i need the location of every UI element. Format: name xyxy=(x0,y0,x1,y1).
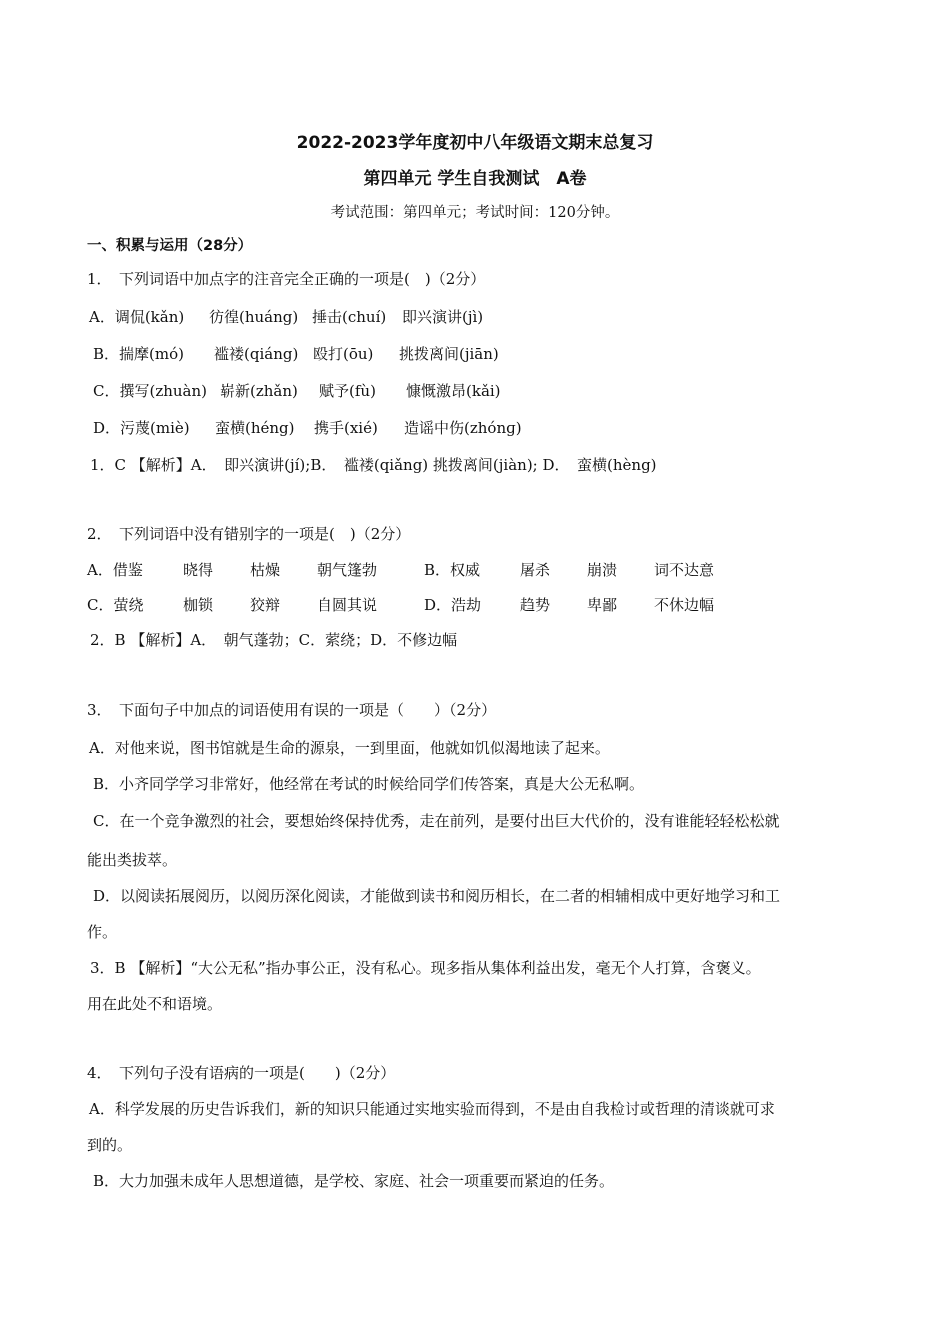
option-term: 即兴演讲(jì) xyxy=(402,308,484,326)
question-2-stem: 2． 下列词语中没有错别字的一项是( )（2分） xyxy=(87,525,411,543)
section-heading: 一、积累与运用（28分） xyxy=(87,238,253,254)
question-3-answer-cont: 用在此处不和语境。 xyxy=(87,995,223,1013)
question-1-stem: 1． 下列词语中加点字的注音完全正确的一项是( )（2分） xyxy=(87,270,486,288)
option-term: 造谣中伤(zhónɡ) xyxy=(404,419,522,437)
option-term: 朝气篷勃 xyxy=(317,561,378,579)
option-term: 殴打(ōu) xyxy=(313,345,374,363)
option-term: 枯燥 xyxy=(250,561,281,579)
question-3-option-c: C．在一个竞争激烈的社会，要想始终保持优秀，走在前列，是要付出巨大代价的，没有谁能轻轻松松就 xyxy=(93,812,780,830)
option-term: 慷慨激昂(kǎi) xyxy=(406,382,501,400)
question-1-answer: 1．C 【解析】A． 即兴演讲(jí);B． 褴褛(qiǎng) 挑拨离间(jiàn); D． 蛮横(hèng) xyxy=(90,456,657,474)
question-3-option-a: A．对他来说，图书馆就是生命的源泉，一到里面，他就如饥似渴地读了起来。 xyxy=(89,739,610,757)
option-term: C．撰写(zhuàn) xyxy=(93,382,208,400)
question-3-option-b: B．小齐同学学习非常好，他经常在考试的时候给同学们传答案，真是大公无私啊。 xyxy=(93,775,645,793)
option-term: 狡辩 xyxy=(250,596,281,614)
option-term: A．调侃(kǎn) xyxy=(89,308,185,326)
question-4-option-a-cont: 到的。 xyxy=(87,1136,133,1154)
option-term: 挑拨离间(jiān) xyxy=(399,345,499,363)
question-4-option-b: B．大力加强未成年人思想道德，是学校、家庭、社会一项重要而紧迫的任务。 xyxy=(93,1172,615,1190)
option-term: 捶击(chuí) xyxy=(312,308,387,326)
option-term: D．浩劫 xyxy=(424,596,482,614)
option-term: 蛮横(héng) xyxy=(215,419,295,437)
option-term: 屠杀 xyxy=(520,561,551,579)
question-3-stem: 3． 下面句子中加点的词语使用有误的一项是（ ）（2分） xyxy=(87,701,497,719)
question-3-option-c-cont: 能出类拔萃。 xyxy=(87,851,178,869)
option-term: 赋予(fù) xyxy=(319,382,376,400)
option-term: 晓得 xyxy=(183,561,214,579)
document-subtitle: 第四单元 学生自我测试 A卷 xyxy=(363,169,587,189)
question-4-option-a: A．科学发展的历史告诉我们，新的知识只能通过实地实验而得到，不是由自我检讨或哲理的清谈就可求 xyxy=(89,1100,775,1118)
option-term: 不休边幅 xyxy=(654,596,715,614)
question-4-stem: 4． 下列句子没有语病的一项是( )（2分） xyxy=(87,1064,396,1082)
option-term: A．借鉴 xyxy=(87,561,143,579)
option-term: 趋势 xyxy=(520,596,551,614)
question-2-answer: 2．B 【解析】A． 朝气蓬勃；C．萦绕；D．不修边幅 xyxy=(90,631,458,649)
question-3-option-d-cont: 作。 xyxy=(87,923,118,941)
option-term: 携手(xié) xyxy=(314,419,378,437)
exam-scope: 考试范围：第四单元；考试时间：120分钟。 xyxy=(330,205,620,221)
option-term: 枷锁 xyxy=(183,596,214,614)
option-term: 卑鄙 xyxy=(587,596,618,614)
question-3-answer: 3．B 【解析】“大公无私”指办事公正，没有私心。现多指从集体利益出发，毫无个人打算，含褒义。 xyxy=(90,959,761,977)
question-1-option-a xyxy=(89,307,483,327)
question-1-option-c xyxy=(93,381,501,401)
option-term: 崩溃 xyxy=(587,561,618,579)
question-1-option-d xyxy=(93,418,522,438)
question-3-option-d: D．以阅读拓展阅历，以阅历深化阅读，才能做到读书和阅历相长，在二者的相辅相成中更好地学习和工 xyxy=(93,887,781,905)
option-term: 褴褛(qiáng) xyxy=(214,345,299,363)
option-term: 彷徨(huáng) xyxy=(209,308,299,326)
option-term: C．萤绕 xyxy=(87,596,144,614)
option-term: 自圆其说 xyxy=(317,596,378,614)
option-term: 崭新(zhǎn) xyxy=(220,382,298,400)
option-term: D．污蔑(miè) xyxy=(93,419,190,437)
option-term: B．权威 xyxy=(424,561,481,579)
option-term: 词不达意 xyxy=(654,561,715,579)
question-2-options-ab xyxy=(87,560,714,580)
option-term: B．揣摩(mó) xyxy=(93,345,184,363)
question-2-options-cd xyxy=(87,595,714,615)
document-title: 2022-2023学年度初中八年级语文期末总复习 xyxy=(296,133,654,153)
question-1-option-b xyxy=(93,344,499,364)
